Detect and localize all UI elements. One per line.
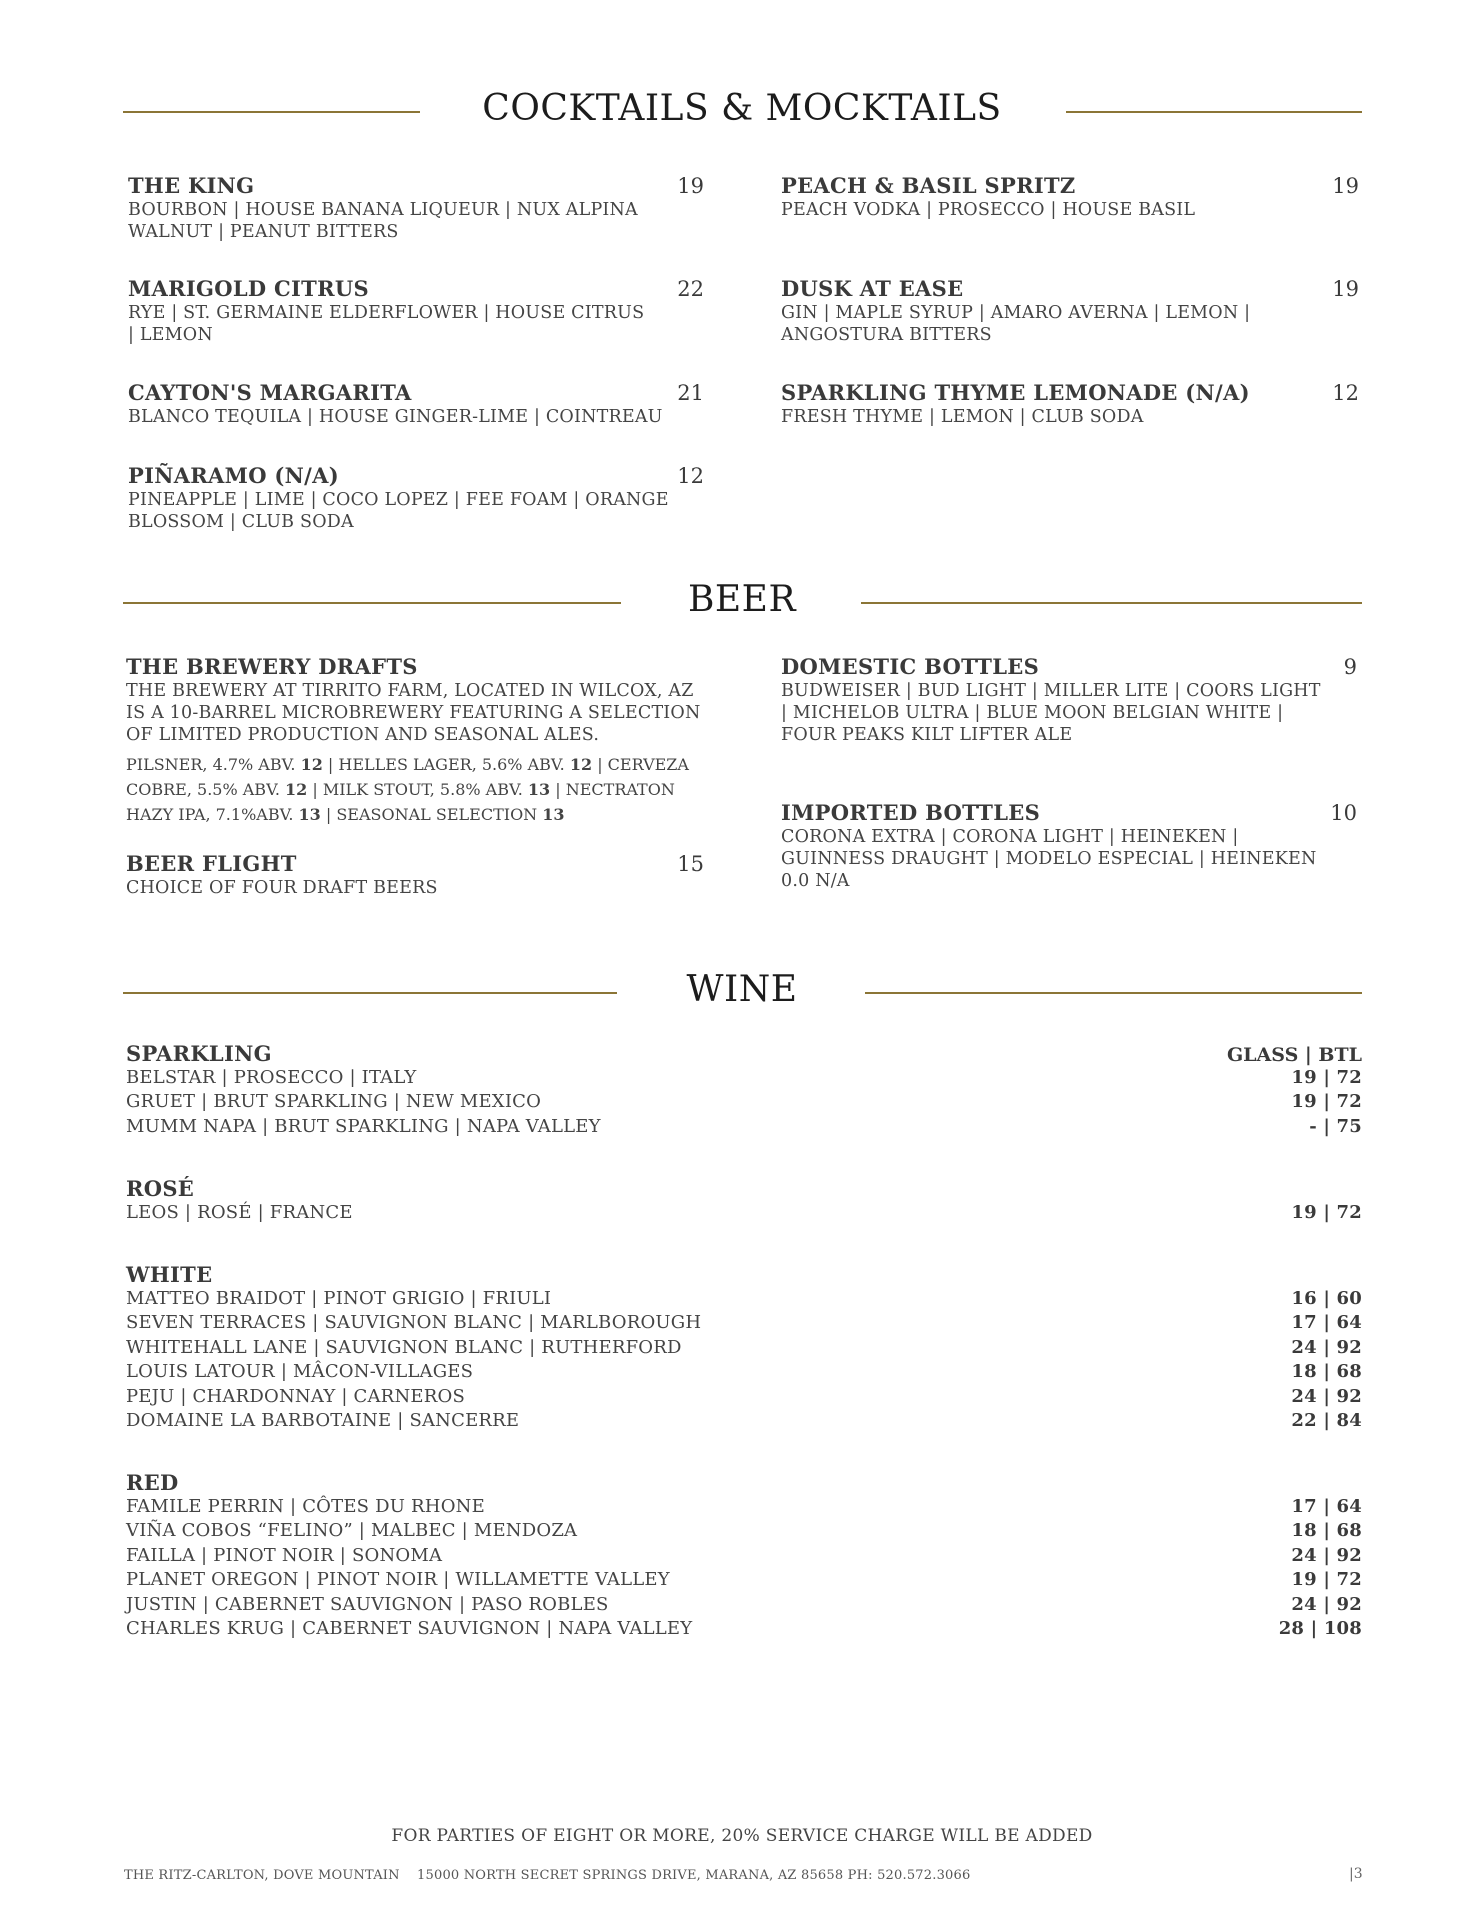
wine-row: FAMILE PERRIN | CÔTES DU RHONE 17 | 64 — [126, 1495, 1362, 1519]
wine-price: 24 | 92 — [1291, 1385, 1362, 1407]
item-description: BOURBON | HOUSE BANANA LIQUEUR | NUX ALPINA WALNUT | PEANUT BITTERS — [128, 200, 638, 242]
item-price: 22 — [677, 277, 704, 301]
wine-row: LEOS | ROSÉ | FRANCE 19 | 72 — [126, 1201, 1362, 1225]
item-description: RYE | ST. GERMAINE ELDERFLOWER | HOUSE CITRUS | LEMON — [128, 303, 645, 345]
wine-price: 19 | 72 — [1291, 1091, 1362, 1113]
item-price: 10 — [1330, 801, 1357, 825]
wine-price: 17 | 64 — [1291, 1496, 1362, 1517]
wine-price: 19 | 72 — [1291, 1067, 1362, 1088]
wine-price: 28 | 108 — [1278, 1618, 1362, 1640]
wine-category-rose — [126, 1176, 1362, 1225]
beer-rule-right — [861, 602, 1362, 604]
wine-row: CHARLES KRUG | CABERNET SAUVIGNON | NAPA VALLEY 28 | 108 — [126, 1617, 1362, 1641]
draft-helles-lager: HELLES LAGER, 5.6% ABV. 12 | — [338, 755, 608, 774]
wine-price: 19 | 72 — [1291, 1569, 1362, 1591]
item-description: BLANCO TEQUILA | HOUSE GINGER-LIME | COINTREAU — [128, 407, 663, 427]
wine-category-title: RED — [126, 1470, 179, 1495]
item-description: CORONA EXTRA | CORONA LIGHT | HEINEKEN | GUINNESS DRAUGHT | MODELO ESPECIAL | HEINEKEN 0.0 N/A — [781, 827, 1317, 891]
draft-cerveza-cobre: CERVEZA COBRE, 5.5% ABV. 12 | — [126, 755, 689, 799]
service-charge-note: FOR PARTIES OF EIGHT OR MORE, 20% SERVICE CHARGE WILL BE ADDED — [391, 1826, 1093, 1846]
cocktails-section-title: COCKTAILS & MOCKTAILS — [482, 88, 1002, 129]
wine-category-white — [126, 1262, 1362, 1433]
draft-beer-list — [126, 752, 706, 827]
wine-row: DOMAINE LA BARBOTAINE | SANCERRE 22 | 84 — [126, 1409, 1362, 1433]
item-price: 19 — [677, 174, 704, 198]
cocktail-the-king — [128, 173, 704, 243]
item-name: THE BREWERY DRAFTS — [126, 654, 418, 679]
item-price: 19 — [1332, 277, 1359, 301]
wine-row: JUSTIN | CABERNET SAUVIGNON | PASO ROBLES 24 | 92 — [126, 1593, 1362, 1617]
draft-seasonal-selection: SEASONAL SELECTION 13 — [336, 805, 565, 824]
cocktail-dusk-at-ease — [781, 276, 1359, 346]
item-description: THE BREWERY AT TIRRITO FARM, LOCATED IN WILCOX, AZ IS A 10-BARREL MICROBREWERY FEATURING A SELECTION OF LIMITED PRODUCTION AND SEASONAL ALES. — [126, 681, 701, 745]
wine-price: 24 | 92 — [1291, 1593, 1362, 1615]
wine-price: 19 | 72 — [1291, 1202, 1362, 1223]
cocktail-peach-basil-spritz — [781, 173, 1359, 221]
item-name: CAYTON'S MARGARITA — [128, 380, 412, 405]
item-description: PEACH VODKA | PROSECCO | HOUSE BASIL — [781, 200, 1196, 220]
wine-price: 16 | 60 — [1291, 1288, 1362, 1309]
draft-milk-stout: MILK STOUT, 5.8% ABV. 13 | — [322, 780, 566, 799]
item-name: SPARKLING THYME LEMONADE (N/A) — [781, 380, 1250, 405]
wine-rule-right — [865, 992, 1362, 994]
item-price: 21 — [677, 381, 704, 405]
wine-price: 22 | 84 — [1291, 1410, 1362, 1432]
wine-category-red — [126, 1470, 1362, 1641]
wine-price: - | 75 — [1309, 1115, 1362, 1137]
wine-row: GRUET | BRUT SPARKLING | NEW MEXICO 19 | 72 — [126, 1090, 1362, 1114]
item-price: 19 — [1332, 174, 1359, 198]
wine-row: MATTEO BRAIDOT | PINOT GRIGIO | FRIULI 16 | 60 — [126, 1287, 1362, 1311]
item-name: PEACH & BASIL SPRITZ — [781, 173, 1076, 198]
wine-row: MUMM NAPA | BRUT SPARKLING | NAPA VALLEY - | 75 — [126, 1115, 1362, 1139]
item-name: DUSK AT EASE — [781, 276, 964, 301]
page-number: |3 — [1349, 1866, 1363, 1882]
wine-category-sparkling — [126, 1041, 1362, 1139]
item-description: CHOICE OF FOUR DRAFT BEERS — [126, 878, 438, 898]
item-name: PIÑARAMO (N/A) — [128, 463, 339, 488]
wine-row: VIÑA COBOS “FELINO” | MALBEC | MENDOZA 18 | 68 — [126, 1519, 1362, 1543]
item-price: 9 — [1343, 655, 1357, 679]
cocktail-pinaramo — [128, 463, 704, 533]
draft-nectraton-hazy-ipa: NECTRATON HAZY IPA, 7.1%ABV. 13 | — [126, 780, 675, 824]
glass-bottle-header: GLASS | BTL — [1226, 1044, 1362, 1066]
wine-row: PEJU | CHARDONNAY | CARNEROS 24 | 92 — [126, 1385, 1362, 1409]
cocktails-rule-right — [1066, 111, 1362, 113]
item-name: BEER FLIGHT — [126, 851, 297, 876]
wine-price: 18 | 68 — [1291, 1361, 1362, 1383]
draft-pilsner: PILSNER, 4.7% ABV. 12 | — [126, 755, 339, 774]
wine-price: 18 | 68 — [1291, 1520, 1362, 1542]
item-description: PINEAPPLE | LIME | COCO LOPEZ | FEE FOAM | ORANGE BLOSSOM | CLUB SODA — [128, 490, 669, 532]
item-name: MARIGOLD CITRUS — [128, 276, 369, 301]
item-description: BUDWEISER | BUD LIGHT | MILLER LITE | COORS LIGHT | MICHELOB ULTRA | BLUE MOON BELGIAN WHITE | FOUR PEAKS KILT LIFTER ALE — [781, 681, 1321, 745]
wine-category-title: WHITE — [126, 1262, 213, 1287]
cocktail-caytons-margarita — [128, 380, 704, 428]
wine-row: PLANET OREGON | PINOT NOIR | WILLAMETTE VALLEY 19 | 72 — [126, 1568, 1362, 1592]
wine-price: 24 | 92 — [1291, 1336, 1362, 1358]
wine-section-title: WINE — [686, 969, 798, 1010]
item-name: DOMESTIC BOTTLES — [781, 654, 1040, 679]
beer-imported-bottles — [781, 800, 1357, 892]
item-price: 15 — [677, 852, 704, 876]
cocktail-sparkling-thyme-lemonade — [781, 380, 1359, 428]
wine-row: SEVEN TERRACES | SAUVIGNON BLANC | MARLBOROUGH 17 | 64 — [126, 1311, 1362, 1335]
wine-row: BELSTAR | PROSECCO | ITALY 19 | 72 — [126, 1066, 1362, 1090]
beer-brewery-drafts — [126, 654, 706, 827]
wine-row: WHITEHALL LANE | SAUVIGNON BLANC | RUTHERFORD 24 | 92 — [126, 1336, 1362, 1360]
beer-flight — [126, 851, 704, 899]
wine-price: 17 | 64 — [1291, 1312, 1362, 1334]
wine-category-title: ROSÉ — [126, 1176, 195, 1201]
item-description: GIN | MAPLE SYRUP | AMARO AVERNA | LEMON | ANGOSTURA BITTERS — [781, 303, 1251, 345]
hotel-address: THE RITZ-CARLTON, DOVE MOUNTAIN 15000 NORTH SECRET SPRINGS DRIVE, MARANA, AZ 85658 PH: 520.572.3066 — [124, 1868, 971, 1883]
wine-row: FAILLA | PINOT NOIR | SONOMA 24 | 92 — [126, 1544, 1362, 1568]
item-description: FRESH THYME | LEMON | CLUB SODA — [781, 407, 1144, 427]
item-name: IMPORTED BOTTLES — [781, 800, 1041, 825]
beer-domestic-bottles — [781, 654, 1357, 746]
wine-price: 24 | 92 — [1291, 1544, 1362, 1566]
wine-row: LOUIS LATOUR | MÂCON-VILLAGES 18 | 68 — [126, 1360, 1362, 1384]
beer-section-title: BEER — [687, 579, 797, 620]
item-price: 12 — [1332, 381, 1359, 405]
cocktail-marigold-citrus — [128, 276, 704, 346]
item-name: THE KING — [128, 173, 255, 198]
item-price: 12 — [677, 464, 704, 488]
wine-category-title: SPARKLING — [126, 1041, 272, 1066]
